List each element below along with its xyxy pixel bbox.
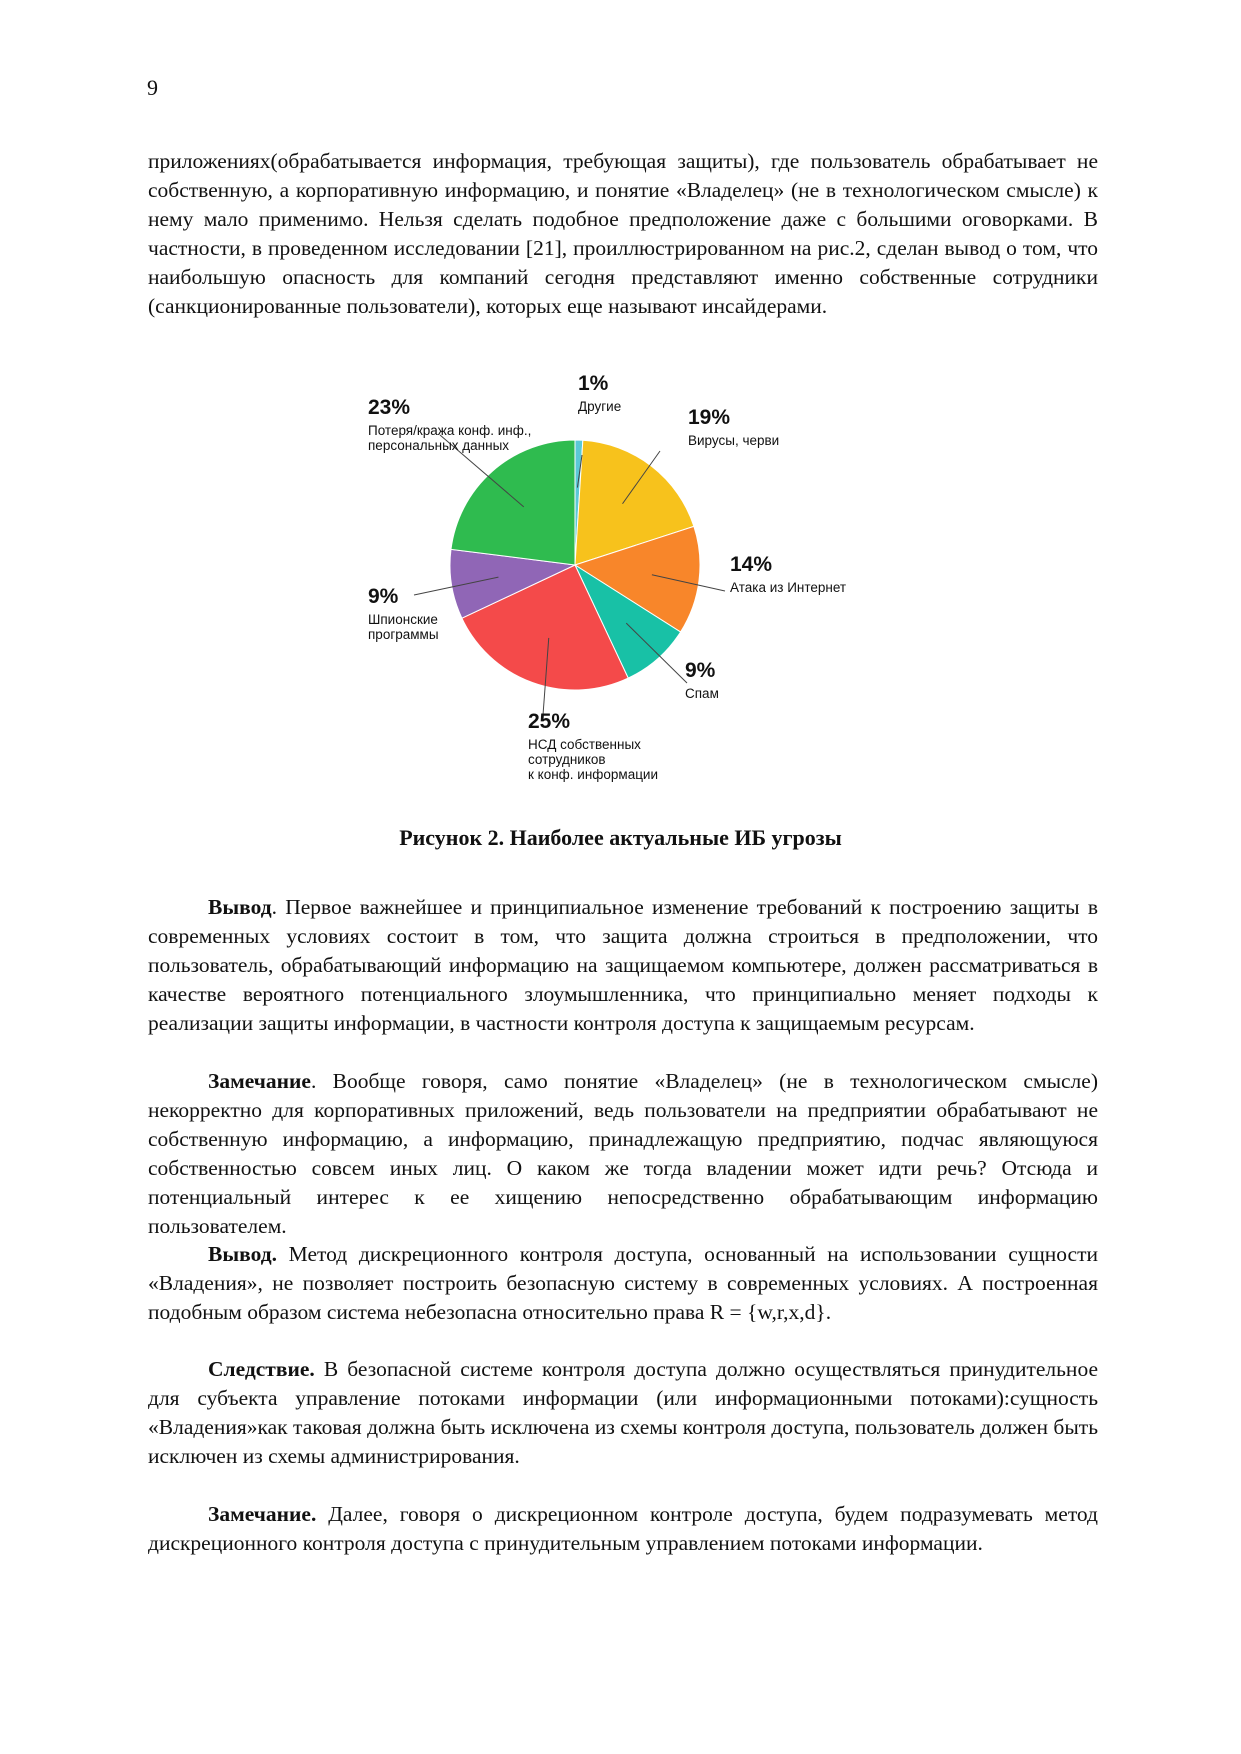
slice-percent-label: 9% [368,585,399,608]
slice-percent-label: 14% [730,553,773,576]
paragraph-corollary [148,1355,1098,1471]
figure-caption: Рисунок 2. Наиболее актуальные ИБ угрозы [399,825,842,850]
slice-category-label: НСД собственных [528,737,641,752]
paragraph-text: Далее, говоря о дискреционном контроле доступа, будем подразумевать метод дискреционного контроля доступа с принудительным управлением потоками информации. [148,1502,1098,1555]
paragraph-lead: Вывод [208,895,272,919]
slice-percent-label: 1% [578,372,609,395]
paragraph-lead: Вывод. [208,1242,277,1266]
paragraph-conclusion-2 [148,1240,1098,1327]
slice-category-label: Вирусы, черви [688,433,780,448]
slice-category-label: персональных данных [368,438,510,453]
pie-chart-svg [330,365,930,805]
paragraph-text: . Вообще говоря, само понятие «Владелец» (не в технологическом смысле) некорректно для корпоративных приложений, ведь пользователи на предприятии обрабатывают не собственную информацию, а информацию, принадлежащую предприятию, подчас являющуюся собственностью совсем иных лиц. О каком же тогда владении может идти речь? Отсюда и потенциальный интерес к ее хищению непосредственно обрабатывающим информацию пользователем. [148,1069,1098,1238]
slice-category-label: к конф. информации [528,767,659,782]
slice-percent-label: 9% [685,659,716,682]
slice-category-label: Потеря/кража конф. инф., [368,423,532,438]
slice-category-label: Шпионские [368,612,438,627]
paragraph-remark-1 [148,1067,1098,1241]
slice-percent-label: 23% [368,396,411,419]
paragraph-lead: Замечание. [208,1502,317,1526]
slice-category-label: сотрудников [528,752,606,767]
paragraph-lead: Замечание [208,1069,311,1093]
pie-slice [451,440,575,565]
paragraph-text: Метод дискреционного контроля доступа, основанный на использовании сущности «Владения», не позволяет построить безопасную систему в современных условиях. А построенная подобным образом система небезопасна относительно права R = {w,r,x,d}. [148,1242,1098,1324]
page-number: 9 [147,75,158,100]
slice-category-label: Другие [578,399,622,414]
paragraph-text: В безопасной системе контроля доступа должно осуществляться принудительное для субъекта управление потоками информации (или информационными потоками):сущность «Владения»как таковая должна быть исключена из схемы контроля доступа, пользователь должен быть исключен из схемы администрирования. [148,1357,1098,1468]
slice-percent-label: 19% [688,406,731,429]
paragraph-lead: Следствие. [208,1357,315,1381]
paragraph-remark-2 [148,1500,1098,1558]
slice-category-label: Спам [685,686,719,701]
pie-chart [330,365,930,805]
paragraph-text: . Первое важнейшее и принципиальное изменение требований к построению защиты в современных условиях состоит в том, что защита должна строиться в предположении, что пользователь, обрабатывающий информацию на защищаемом компьютере, должен рассматриваться в качестве вероятного потенциального злоумышленника, что принципиально меняет подходы к реализации защиты информации, в частности контроля доступа к защищаемым ресурсам. [148,895,1098,1035]
slice-percent-label: 25% [528,710,571,733]
paragraph-conclusion-1 [148,893,1098,1038]
intro-paragraph: приложениях(обрабатывается информация, требующая защиты), где пользователь обрабатывает не собственную, а корпоративную информацию, и понятие «Владелец» (не в технологическом смысле) к нему мало применимо. Нельзя сделать подобное предположение даже с большими оговорками. В частности, в проведенном исследовании [21], проиллюстрированном на рис.2, сделан вывод о том, что наибольшую опасность для компаний сегодня представляют именно собственные сотрудники (санкционированные пользователи), которых еще называют инсайдерами. [148,149,1098,318]
slice-category-label: программы [368,627,439,642]
slice-category-label: Атака из Интернет [730,580,847,595]
